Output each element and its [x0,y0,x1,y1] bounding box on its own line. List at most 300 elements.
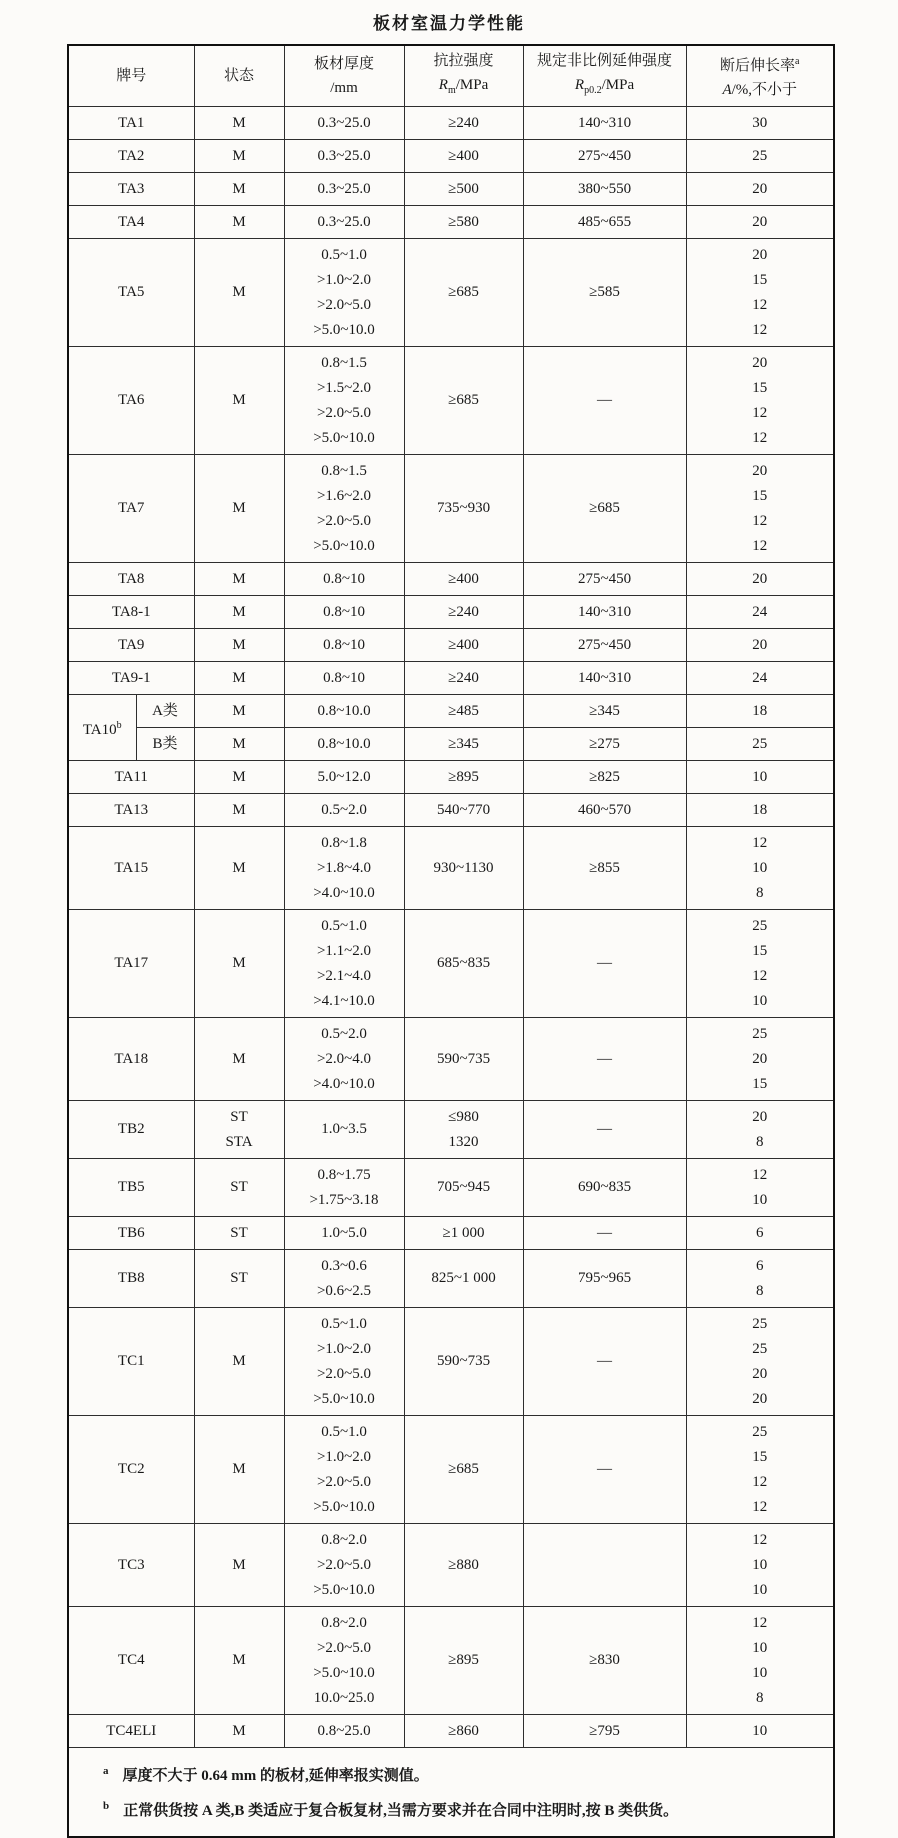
cell-line: ≥685 [589,500,620,516]
grade-cell [68,695,136,761]
cell-line: ≤980 [448,1108,479,1125]
cell-line: >5.0~10.0 [313,537,375,554]
table-row [68,140,834,173]
cell-line: M [232,955,246,971]
cell-line: 20 [752,213,768,230]
header-elongation: 断后伸长率$^a$ A/%,不小于 [686,45,834,107]
cell-line: 12 [752,321,768,338]
table-row [68,1308,834,1416]
cell-line: 5.0~12.0 [317,768,371,785]
cell-line: 0.5~1.0 [321,1423,367,1440]
cell-line: 12 [752,1166,768,1183]
table-row [68,662,834,695]
grade-cell [68,910,194,1018]
cell-line: >2.1~4.0 [316,967,372,984]
mechanical-properties-table [67,44,835,1838]
elongation-cell [686,728,834,761]
cell-line: 930~1130 [433,859,494,876]
cell-line: TA3 [118,180,145,197]
state-cell [194,1217,284,1250]
cell-line: >1.0~2.0 [316,1340,372,1357]
cell-line: ≥685 [448,392,479,408]
table-title: 板材室温力学性能 [373,14,525,33]
cell-line: 0.8~10 [323,636,365,653]
table-row [68,1217,834,1250]
table-row [68,173,834,206]
cell-line: 0.3~25.0 [317,213,371,230]
rp-cell [523,1101,686,1159]
grade-cell [68,1217,194,1250]
grade-cell [68,1416,194,1524]
grade-cell [68,206,194,239]
grade-cell [68,629,194,662]
cell-line: 25 [752,917,768,934]
thickness-cell [284,910,404,1018]
elongation-cell [686,596,834,629]
cell-line: 8 [756,1689,764,1706]
cell-line: >4.1~10.0 [313,992,375,1009]
cell-line: 20 [752,570,768,587]
cell-line: 795~965 [577,1270,632,1286]
cell-line: 24 [752,669,768,686]
state-cell [194,1715,284,1748]
cell-line: >5.0~10.0 [313,429,375,446]
cell-line: 25 [752,1340,768,1357]
cell-line: 705~945 [436,1179,491,1195]
cell-line: ≥400 [448,636,479,653]
state-cell [194,1018,284,1101]
elongation-cell [686,794,834,827]
cell-line: TA18 [114,1050,149,1067]
cell-line: TA8 [118,570,145,587]
rm-cell [404,728,523,761]
cell-line: 15 [752,1075,768,1092]
cell-line: 12 [752,512,768,529]
thickness-cell [284,629,404,662]
cell-line: M [232,147,246,164]
grade-cell [68,140,194,173]
thickness-cell [284,1715,404,1748]
elongation-cell [686,1607,834,1715]
cell-line: — [597,1121,613,1137]
cell-line: 15 [752,942,768,959]
table-row [68,761,834,794]
cell-line: — [597,1224,613,1241]
cell-line: — [597,1353,613,1369]
footnote-b [103,1791,823,1826]
rp-cell [523,1018,686,1101]
cell-line: B类 [152,735,178,752]
thickness-cell [284,347,404,455]
cell-line: >1.75~3.18 [309,1191,379,1208]
state-cell [194,173,284,206]
cell-line: 20 [752,636,768,653]
cell-line: 20 [752,1050,768,1067]
rm-cell [404,794,523,827]
elongation-cell [686,347,834,455]
grade-cell [68,1101,194,1159]
cell-line: ≥830 [589,1652,620,1668]
elongation-cell [686,1715,834,1748]
rp-cell [523,695,686,728]
cell-line: >1.0~2.0 [316,271,372,288]
cell-line: — [597,955,613,971]
state-cell [194,206,284,239]
cell-line: — [597,392,613,408]
cell-line: TA5 [118,284,145,300]
cell-line: 0.3~0.6 [321,1257,367,1274]
thickness-cell [284,1217,404,1250]
cell-line: TA9 [118,636,145,653]
cell-line: >1.0~2.0 [316,1448,372,1465]
thickness-cell [284,1524,404,1607]
thickness-cell [284,695,404,728]
cell-line: 12 [752,967,768,984]
table-row [68,1159,834,1217]
cell-line: M [232,801,246,818]
cell-line: 8 [756,1133,764,1150]
footnote-b-text: 正常供货按 A 类,B 类适应于复合板复材,当需方要求并在合同中注明时,按 B 类供货。 [123,1803,679,1819]
cell-line: TA11 [114,768,148,785]
state-cell [194,1607,284,1715]
cell-line: ≥580 [448,213,479,230]
table-row [68,1250,834,1308]
cell-line: ≥400 [448,570,479,587]
state-cell [194,827,284,910]
cell-line: M [232,1722,246,1739]
thickness-cell [284,1308,404,1416]
cell-line: >0.6~2.5 [316,1282,372,1299]
cell-line: ST [230,1108,248,1125]
cell-line: 540~770 [436,801,491,818]
state-cell [194,910,284,1018]
grade-cell [68,347,194,455]
cell-line: 25 [752,1315,768,1332]
table-footnotes [68,1748,834,1838]
grade-class-cell [136,728,194,761]
header-grade: 牌号 [68,45,194,107]
rp-cell [523,455,686,563]
cell-line: TC2 [117,1461,145,1477]
cell-line: 25 [752,735,768,752]
state-cell [194,239,284,347]
cell-line: 25 [752,147,768,164]
table-row [68,596,834,629]
table-row [68,239,834,347]
cell-line: >5.0~10.0 [313,1498,375,1515]
state-cell [194,728,284,761]
cell-line: 1.0~5.0 [321,1224,367,1241]
rm-symbol: R [438,77,448,93]
cell-line: 20 [752,462,768,479]
grade-cell [68,1159,194,1217]
cell-line: 12 [752,404,768,421]
cell-line: ≥880 [448,1556,479,1573]
rm-unit: /MPa [455,77,489,93]
grade-cell [68,107,194,140]
cell-line: 10 [752,1556,768,1573]
cell-line: 10 [752,768,768,785]
cell-line: ≥240 [448,114,479,131]
table-row [68,1524,834,1607]
cell-line: >2.0~5.0 [316,1473,372,1490]
cell-line: 1320 [448,1133,479,1150]
cell-line: 6 [756,1224,764,1241]
state-cell [194,140,284,173]
cell-line: 12 [752,1614,768,1631]
table-row [68,728,834,761]
rp-cell [523,1159,686,1217]
cell-line: M [232,1353,246,1369]
rp-cell [523,1217,686,1250]
cell-line: TB2 [117,1121,145,1137]
rm-cell [404,629,523,662]
rp-cell [523,1715,686,1748]
cell-line: 12 [752,429,768,446]
thickness-cell [284,1416,404,1524]
cell-line: M [232,570,246,587]
cell-line: 8 [756,884,764,901]
cell-line: TA13 [114,801,149,818]
header-thickness: 板材厚度 /mm [284,45,404,107]
state-cell [194,629,284,662]
state-cell [194,794,284,827]
rp-cell [523,107,686,140]
rm-cell [404,107,523,140]
header-state: 状态 [194,45,284,107]
rp-cell [523,206,686,239]
cell-line: ≥685 [448,284,479,300]
rm-cell [404,206,523,239]
state-cell [194,1101,284,1159]
cell-line: TB5 [117,1179,145,1195]
cell-line: 10 [752,1722,768,1739]
grade-footnote-marker: b [116,719,122,731]
cell-line: 20 [752,354,768,371]
elongation-cell [686,1250,834,1308]
cell-line: >2.0~5.0 [316,512,372,529]
thickness-cell [284,596,404,629]
state-cell [194,1250,284,1308]
rp-unit: /MPa [601,77,635,93]
state-cell [194,107,284,140]
cell-line: M [232,1461,246,1477]
rm-cell [404,140,523,173]
cell-line: 15 [752,271,768,288]
cell-line: 20 [752,180,768,197]
thickness-cell [284,761,404,794]
rm-cell [404,239,523,347]
cell-line: ≥1 000 [442,1224,485,1241]
cell-line: 0.8~1.75 [317,1166,371,1183]
table-row [68,1715,834,1748]
grade-cell [68,662,194,695]
cell-line: 0.5~2.0 [321,1025,367,1042]
cell-line: >1.1~2.0 [316,942,372,959]
cell-line: M [232,1050,246,1067]
cell-line: 24 [752,603,768,620]
table-row [68,1018,834,1101]
elongation-cell [686,910,834,1018]
rm-cell [404,1217,523,1250]
grade-cell [68,761,194,794]
rp-cell [523,1416,686,1524]
elongation-cell [686,827,834,910]
cell-line: 20 [752,1108,768,1125]
cell-line: 275~450 [577,636,632,653]
rm-cell [404,1607,523,1715]
cell-line: 20 [752,1390,768,1407]
cell-line: ≥795 [589,1722,620,1739]
elongation-cell [686,140,834,173]
state-cell [194,1159,284,1217]
cell-line: 0.8~25.0 [317,1722,371,1739]
cell-line: 0.8~10 [323,570,365,587]
cell-line: ≥400 [448,147,479,164]
cell-line: 18 [752,702,768,719]
cell-line: 8 [756,1282,764,1299]
cell-line: 0.3~25.0 [317,180,371,197]
rp-cell [523,629,686,662]
grade-cell [68,239,194,347]
rp-cell [523,1524,686,1607]
elongation-cell [686,1217,834,1250]
cell-line: 685~835 [436,955,491,971]
cell-line: 485~655 [577,213,632,230]
cell-line: TA6 [118,392,145,408]
cell-line: 10 [752,859,768,876]
rp-cell [523,761,686,794]
rm-cell [404,1018,523,1101]
cell-line: >2.0~4.0 [316,1050,372,1067]
thickness-cell [284,1018,404,1101]
cell-line: >5.0~10.0 [313,1664,375,1681]
rm-cell [404,1524,523,1607]
table-row [68,563,834,596]
cell-line: >1.5~2.0 [316,379,372,396]
cell-line: 1.0~3.5 [321,1121,367,1137]
elongation-cell [686,662,834,695]
cell-line: 15 [752,487,768,504]
cell-line: 0.8~10 [323,669,365,686]
cell-line: 0.8~1.5 [321,462,367,479]
thickness-cell [284,1101,404,1159]
cell-line: ≥685 [448,1461,479,1477]
cell-line: TA4 [118,213,145,230]
cell-line: >4.0~10.0 [313,1075,375,1092]
cell-line: 10 [752,1639,768,1656]
cell-line: ≥860 [448,1722,479,1739]
state-cell [194,1416,284,1524]
grade-cell [68,1308,194,1416]
cell-line: 12 [752,537,768,554]
cell-line: ≥240 [448,603,479,620]
cell-line: STA [225,1133,253,1150]
elongation-cell [686,761,834,794]
state-cell [194,1524,284,1607]
rm-cell [404,1715,523,1748]
cell-line: M [232,636,246,653]
cell-line: 690~835 [577,1179,632,1195]
cell-line: TC1 [117,1353,145,1369]
cell-line: 12 [752,1498,768,1515]
cell-line: M [232,284,246,300]
rp-cell [523,140,686,173]
cell-line: 140~310 [577,669,632,686]
elongation-cell [686,206,834,239]
cell-line: >2.0~5.0 [316,1556,372,1573]
cell-line: 10 [752,1191,768,1208]
rm-cell [404,695,523,728]
footnote-b-marker: b [103,1800,110,1812]
rp-cell [523,563,686,596]
rm-cell [404,1159,523,1217]
cell-line: 825~1 000 [431,1270,496,1286]
rm-cell [404,910,523,1018]
rm-cell [404,1250,523,1308]
table-body [68,107,834,1748]
cell-line: TA9-1 [111,669,151,686]
rp-cell [523,1250,686,1308]
rm-cell [404,1308,523,1416]
cell-line: >1.6~2.0 [316,487,372,504]
thickness-cell [284,239,404,347]
cell-line: ≥345 [589,702,620,719]
cell-line: M [232,180,246,197]
header-row [68,45,834,107]
cell-line: 30 [752,114,768,131]
cell-line: TA2 [118,147,145,164]
cell-line: 460~570 [577,801,632,818]
cell-line: — [597,1461,613,1477]
cell-line: 20 [752,1365,768,1382]
cell-line: 15 [752,1448,768,1465]
cell-line: M [232,768,246,785]
cell-line: 0.5~1.0 [321,1315,367,1332]
grade-cell [68,1250,194,1308]
table-row [68,206,834,239]
cell-line: >2.0~5.0 [316,1365,372,1382]
cell-line: ≥485 [448,702,479,719]
rp-cell [523,1607,686,1715]
cell-line: 275~450 [577,147,632,164]
rp-cell [523,910,686,1018]
cell-line: TA15 [114,859,149,876]
rp-cell [523,173,686,206]
elongation-cell [686,1524,834,1607]
cell-line: 735~930 [436,500,491,516]
cell-line: >5.0~10.0 [313,1390,375,1407]
thickness-cell [284,662,404,695]
cell-line: 0.8~1.8 [321,834,367,851]
cell-line: TA17 [114,955,149,971]
thickness-cell [284,455,404,563]
elongation-cell [686,1101,834,1159]
cell-line: ≥895 [448,768,479,785]
cell-line: 0.3~25.0 [317,147,371,164]
cell-line: M [232,1652,246,1668]
cell-line: TB6 [117,1224,145,1241]
rm-cell [404,827,523,910]
cell-line: ST [230,1179,248,1195]
cell-line: 0.8~2.0 [321,1531,367,1548]
table-row [68,1607,834,1715]
grade-cell [68,1715,194,1748]
table-row [68,695,834,728]
cell-line: >5.0~10.0 [313,321,375,338]
thickness-cell [284,728,404,761]
elongation-cell [686,629,834,662]
